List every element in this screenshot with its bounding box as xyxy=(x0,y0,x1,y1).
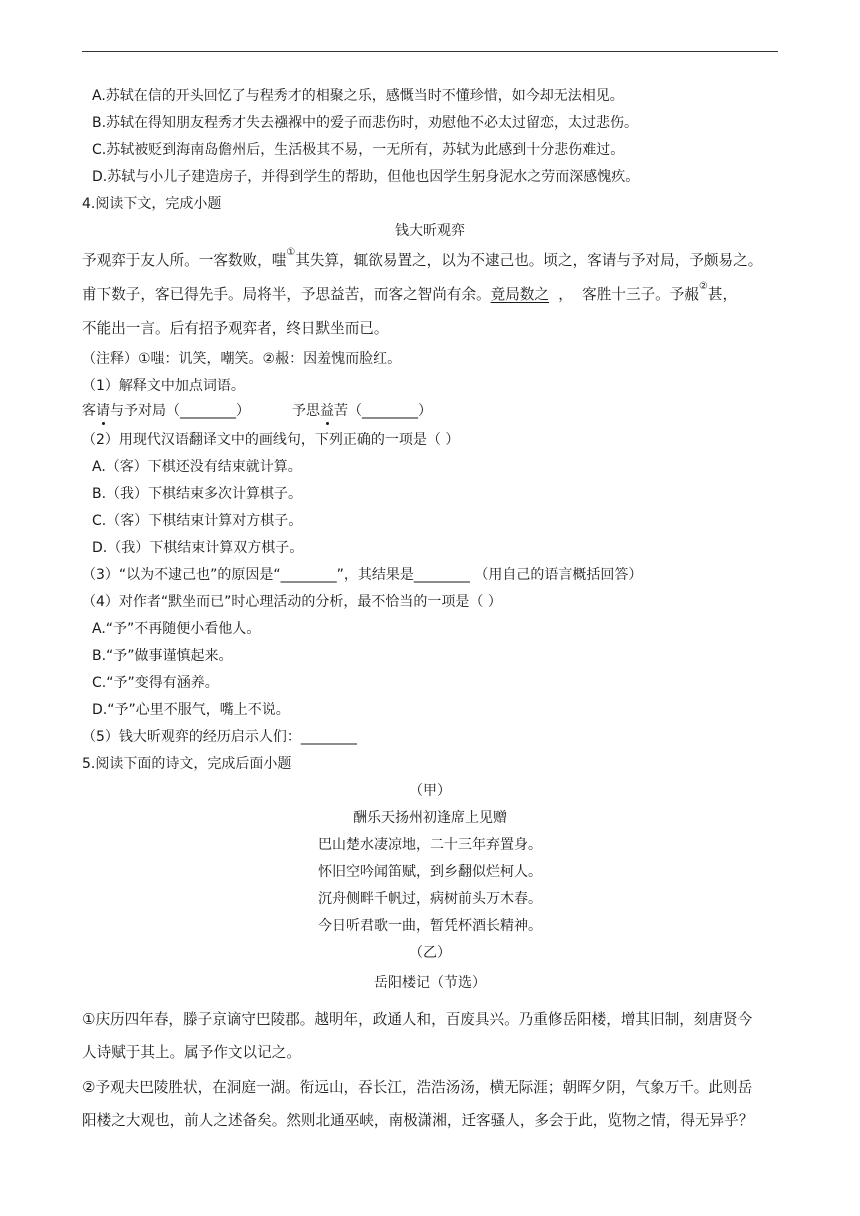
q5-prose-title: 岳阳楼记（节选） xyxy=(374,975,486,991)
header-rule xyxy=(82,51,778,52)
q4-sub1-item-1[interactable]: 客请与予对局（________） xyxy=(82,403,250,419)
footnote-marker-2: ② xyxy=(698,281,708,293)
q3-option-d[interactable]: D.苏轼与小儿子建造房子，并得到学生的帮助，但他也因学生躬身泥水之劳而深感愧疚。 xyxy=(92,169,640,185)
q4-passage-line-1: 予观弈于友人所。一客数败，嗤①其失算，辄欲易置之，以为不逮己也。顷之，客请与予对局，予颇易之。 xyxy=(82,247,763,269)
q5-label-yi: （乙） xyxy=(409,945,451,961)
emphasis-dot-char: 益 xyxy=(320,403,334,419)
q4-sub4-option-c[interactable]: C.“予”变得有涵养。 xyxy=(92,675,219,691)
q4-passage-line-2: 甫下数子，客已得先手。局将半，予思益苦，而客之智尚有余。竟局数之 ， 客胜十三子。予赧②甚， xyxy=(82,281,738,303)
q4-sub2-option-b[interactable]: B.（我）下棋结束多次计算棋子。 xyxy=(92,486,303,502)
q4-passage-title: 钱大昕观弈 xyxy=(395,223,465,239)
q4-sub2-option-c[interactable]: C.（客）下棋结束计算对方棋子。 xyxy=(92,513,303,529)
q4-sub4-option-a[interactable]: A.“予”不再随便小看他人。 xyxy=(92,621,261,637)
underlined-sentence: 竟局数之 xyxy=(490,286,550,303)
q5-label-jia: （甲） xyxy=(409,783,451,799)
q3-option-a[interactable]: A.苏轼在信的开头回忆了与程秀才的相聚之乐，感慨当时不懂珍惜，如今却无法相见。 xyxy=(92,88,624,104)
prose-para-2-line-1: ②予观夫巴陵胜状，在洞庭一湖。衔远山，吞长江，浩浩汤汤，横无际涯；朝晖夕阴，气象万千。此则岳 xyxy=(82,1078,753,1096)
poem-line: 巴山楚水凄凉地，二十三年弃置身。 xyxy=(318,837,542,853)
q3-option-b[interactable]: B.苏轼在得知朋友程秀才失去襁褓中的爱子而悲伤时，劝慰他不必太过留恋，太过悲伤。 xyxy=(92,115,639,131)
q4-sub2-option-d[interactable]: D.（我）下棋结束计算双方棋子。 xyxy=(92,540,304,556)
footnote-marker-1: ① xyxy=(286,247,296,259)
prose-para-1-line-1: ①庆历四年春，滕子京谪守巴陵郡。越明年，政通人和，百废具兴。乃重修岳阳楼，增其旧制，刻唐贤今 xyxy=(82,1010,753,1028)
poem-line: 今日听君歌一曲，暂凭杯酒长精神。 xyxy=(318,918,542,934)
q4-sub4-option-b[interactable]: B.“予”做事谨慎起来。 xyxy=(92,648,233,664)
prose-para-2-line-2: 阳楼之大观也，前人之述备矣。然则北通巫峡，南极潇湘，迁客骚人，多会于此，览物之情，得无异乎？ xyxy=(82,1112,754,1129)
q5-poem-title: 酬乐天扬州初逢席上见赠 xyxy=(353,810,507,826)
poem-line: 沉舟侧畔千帆过，病树前头万木春。 xyxy=(318,891,542,907)
q4-sub4-option-d[interactable]: D.“予”心里不服气，嘴上不说。 xyxy=(92,702,290,718)
poem-line: 怀旧空吟闻笛赋，到乡翻似烂柯人。 xyxy=(318,864,542,880)
q4-heading: 4.阅读下文，完成小题 xyxy=(82,196,222,212)
q5-heading: 5.阅读下面的诗文，完成后面小题 xyxy=(82,756,292,772)
q4-sub2-prompt: （2）用现代汉语翻译文中的画线句，下列正确的一项是（ ） xyxy=(82,432,460,448)
q4-passage-line-3: 不能出一言。后有招予观弈者，终日默坐而已。 xyxy=(82,320,389,337)
q4-sub4-prompt: （4）对作者“默坐而已”时心理活动的分析，最不恰当的一项是（ ） xyxy=(82,594,502,610)
q3-option-c[interactable]: C.苏轼被贬到海南岛儋州后，生活极其不易，一无所有，苏轼为此感到十分悲伤难过。 xyxy=(92,142,625,158)
q4-sub1-prompt: （1）解释文中加点词语。 xyxy=(82,378,245,394)
paragraph-number: ② xyxy=(82,1078,96,1096)
paragraph-number: ① xyxy=(82,1010,96,1028)
q4-sub1-item-2[interactable]: 予思益苦（________） xyxy=(292,403,432,419)
q4-sub3-prompt[interactable]: （3）“以为不逮己也”的原因是“________”，其结果是________ （用自己的语言概括回答） xyxy=(82,567,643,583)
q4-sub5-prompt[interactable]: （5）钱大昕观弈的经历启示人们：________ xyxy=(82,729,357,745)
q4-notes: （注释）①嗤：讥笑，嘲笑。②赧：因羞愧而脸红。 xyxy=(82,351,402,367)
prose-para-1-line-2: 人诗赋于其上。属予作文以记之。 xyxy=(82,1044,301,1061)
q4-sub2-option-a[interactable]: A.（客）下棋还没有结束就计算。 xyxy=(92,459,302,475)
emphasis-dot-char: 请 xyxy=(96,403,110,419)
